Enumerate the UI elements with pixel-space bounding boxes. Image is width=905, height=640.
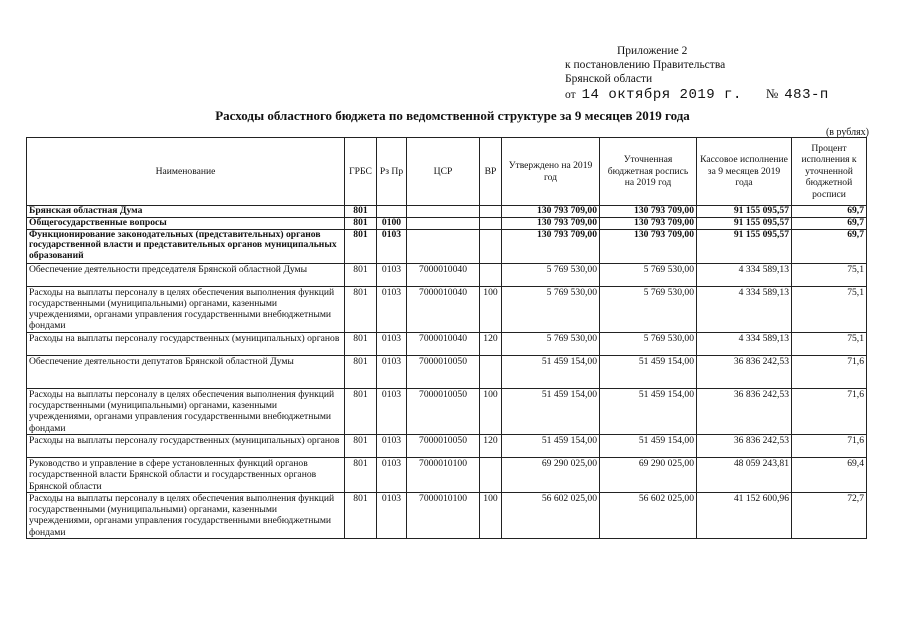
cell-percent: 75,1 bbox=[792, 332, 867, 355]
cell-cash: 41 152 600,96 bbox=[697, 492, 792, 538]
cell-cash: 36 836 242,53 bbox=[697, 388, 792, 434]
header-name: Наименование bbox=[27, 138, 345, 206]
document-title: Расходы областного бюджета по ведомственной структуре за 9 месяцев 2019 года bbox=[215, 108, 690, 123]
cell-percent: 75,1 bbox=[792, 263, 867, 286]
header-approved: Утверждено на 2019 год bbox=[502, 138, 600, 206]
cell-grbs: 801 bbox=[345, 355, 377, 388]
cell-cash: 48 059 243,81 bbox=[697, 457, 792, 492]
cell-approved: 51 459 154,00 bbox=[502, 434, 600, 457]
table-row bbox=[27, 206, 867, 218]
header-rzpr: Рз Пр bbox=[377, 138, 407, 206]
cell-rzpr: 0103 bbox=[377, 332, 407, 355]
table-row bbox=[27, 229, 867, 263]
cell-grbs: 801 bbox=[345, 229, 377, 263]
cell-refined: 130 793 709,00 bbox=[600, 229, 697, 263]
cell-csr: 7000010100 bbox=[407, 492, 480, 538]
cell-name: Обеспечение деятельности председателя Брянской областной Думы bbox=[27, 263, 345, 286]
cell-approved: 130 793 709,00 bbox=[502, 206, 600, 218]
cell-approved: 5 769 530,00 bbox=[502, 263, 600, 286]
cell-name: Брянская областная Дума bbox=[27, 206, 345, 218]
cell-vr bbox=[480, 263, 502, 286]
cell-vr bbox=[480, 355, 502, 388]
cell-grbs: 801 bbox=[345, 492, 377, 538]
cell-vr: 100 bbox=[480, 286, 502, 332]
cell-grbs: 801 bbox=[345, 434, 377, 457]
cell-csr: 7000010050 bbox=[407, 388, 480, 434]
table-body bbox=[27, 206, 867, 539]
cell-approved: 5 769 530,00 bbox=[502, 286, 600, 332]
cell-refined: 5 769 530,00 bbox=[600, 263, 697, 286]
cell-csr: 7000010100 bbox=[407, 457, 480, 492]
cell-refined: 130 793 709,00 bbox=[600, 217, 697, 229]
header-grbs: ГРБС bbox=[345, 138, 377, 206]
cell-rzpr: 0100 bbox=[377, 217, 407, 229]
cell-percent: 71,6 bbox=[792, 388, 867, 434]
table-row bbox=[27, 332, 867, 355]
cell-refined: 51 459 154,00 bbox=[600, 434, 697, 457]
cell-name: Руководство и управление в сфере установленных функций органов государственной власти Брянской области и государственных органов Брянской области bbox=[27, 457, 345, 492]
cell-rzpr: 0103 bbox=[377, 229, 407, 263]
cell-cash: 91 155 095,57 bbox=[697, 206, 792, 218]
cell-percent: 71,6 bbox=[792, 434, 867, 457]
cell-name: Расходы на выплаты персоналу в целях обеспечения выполнения функций государственными (муниципальными) органами, казенными учреждениями, органами управления государственными внебюджетными фондами bbox=[27, 388, 345, 434]
cell-grbs: 801 bbox=[345, 217, 377, 229]
cell-name: Расходы на выплаты персоналу государственных (муниципальных) органов bbox=[27, 332, 345, 355]
cell-vr bbox=[480, 217, 502, 229]
cell-rzpr: 0103 bbox=[377, 355, 407, 388]
cell-percent: 75,1 bbox=[792, 286, 867, 332]
cell-approved: 130 793 709,00 bbox=[502, 217, 600, 229]
budget-table bbox=[26, 137, 867, 539]
cell-rzpr: 0103 bbox=[377, 286, 407, 332]
header-cash: Кассовое исполнение за 9 месяцев 2019 года bbox=[697, 138, 792, 206]
table-row bbox=[27, 388, 867, 434]
cell-grbs: 801 bbox=[345, 332, 377, 355]
cell-vr bbox=[480, 206, 502, 218]
cell-rzpr: 0103 bbox=[377, 434, 407, 457]
cell-approved: 51 459 154,00 bbox=[502, 388, 600, 434]
cell-csr: 7000010040 bbox=[407, 332, 480, 355]
cell-percent: 69,7 bbox=[792, 217, 867, 229]
appendix-decree-line: к постановлению Правительства bbox=[565, 59, 726, 71]
table-row bbox=[27, 286, 867, 332]
date-prefix: от bbox=[565, 89, 576, 101]
cell-refined: 69 290 025,00 bbox=[600, 457, 697, 492]
decree-number: 483-п bbox=[784, 87, 829, 103]
cell-approved: 69 290 025,00 bbox=[502, 457, 600, 492]
table-header-row bbox=[27, 138, 867, 206]
cell-csr bbox=[407, 206, 480, 218]
appendix-block bbox=[565, 44, 829, 102]
cell-percent: 69,7 bbox=[792, 229, 867, 263]
table-row bbox=[27, 434, 867, 457]
cell-refined: 130 793 709,00 bbox=[600, 206, 697, 218]
header-vr: ВР bbox=[480, 138, 502, 206]
cell-grbs: 801 bbox=[345, 206, 377, 218]
cell-cash: 36 836 242,53 bbox=[697, 434, 792, 457]
table-row bbox=[27, 263, 867, 286]
cell-name: Общегосударственные вопросы bbox=[27, 217, 345, 229]
cell-vr: 100 bbox=[480, 388, 502, 434]
cell-grbs: 801 bbox=[345, 263, 377, 286]
cell-rzpr: 0103 bbox=[377, 492, 407, 538]
cell-vr bbox=[480, 457, 502, 492]
currency-unit: (в рублях) bbox=[825, 127, 869, 138]
cell-name: Расходы на выплаты персоналу государственных (муниципальных) органов bbox=[27, 434, 345, 457]
cell-approved: 130 793 709,00 bbox=[502, 229, 600, 263]
number-sign: № bbox=[765, 86, 779, 101]
table-row bbox=[27, 457, 867, 492]
cell-percent: 69,4 bbox=[792, 457, 867, 492]
cell-cash: 91 155 095,57 bbox=[697, 217, 792, 229]
cell-name: Функционирование законодательных (представительных) органов государственной власти и представительных органов муниципальных образований bbox=[27, 229, 345, 263]
cell-rzpr bbox=[377, 206, 407, 218]
cell-csr bbox=[407, 229, 480, 263]
table-row bbox=[27, 492, 867, 538]
cell-csr: 7000010050 bbox=[407, 434, 480, 457]
cell-csr: 7000010040 bbox=[407, 286, 480, 332]
cell-name: Расходы на выплаты персоналу в целях обеспечения выполнения функций государственными (муниципальными) органами, казенными учреждениями, органами управления государственными внебюджетными фондами bbox=[27, 492, 345, 538]
cell-csr: 7000010050 bbox=[407, 355, 480, 388]
table-row bbox=[27, 217, 867, 229]
cell-grbs: 801 bbox=[345, 286, 377, 332]
cell-vr: 100 bbox=[480, 492, 502, 538]
cell-percent: 72,7 bbox=[792, 492, 867, 538]
cell-vr: 120 bbox=[480, 332, 502, 355]
cell-percent: 69,7 bbox=[792, 206, 867, 218]
cell-name: Обеспечение деятельности депутатов Брянской областной Думы bbox=[27, 355, 345, 388]
header-csr: ЦСР bbox=[407, 138, 480, 206]
cell-refined: 5 769 530,00 bbox=[600, 332, 697, 355]
cell-vr: 120 bbox=[480, 434, 502, 457]
cell-refined: 5 769 530,00 bbox=[600, 286, 697, 332]
header-percent: Процент исполнения к уточненной бюджетной росписи bbox=[792, 138, 867, 206]
cell-name: Расходы на выплаты персоналу в целях обеспечения выполнения функций государственными (муниципальными) органами, казенными учреждениями, органами управления государственными внебюджетными фондами bbox=[27, 286, 345, 332]
cell-rzpr: 0103 bbox=[377, 388, 407, 434]
cell-cash: 91 155 095,57 bbox=[697, 229, 792, 263]
cell-refined: 51 459 154,00 bbox=[600, 388, 697, 434]
cell-vr bbox=[480, 229, 502, 263]
cell-refined: 51 459 154,00 bbox=[600, 355, 697, 388]
cell-approved: 51 459 154,00 bbox=[502, 355, 600, 388]
cell-grbs: 801 bbox=[345, 388, 377, 434]
cell-cash: 36 836 242,53 bbox=[697, 355, 792, 388]
cell-approved: 5 769 530,00 bbox=[502, 332, 600, 355]
appendix-number: Приложение 2 bbox=[617, 45, 688, 57]
cell-cash: 4 334 589,13 bbox=[697, 332, 792, 355]
cell-approved: 56 602 025,00 bbox=[502, 492, 600, 538]
cell-cash: 4 334 589,13 bbox=[697, 286, 792, 332]
cell-csr bbox=[407, 217, 480, 229]
cell-rzpr: 0103 bbox=[377, 457, 407, 492]
cell-grbs: 801 bbox=[345, 457, 377, 492]
cell-cash: 4 334 589,13 bbox=[697, 263, 792, 286]
decree-date-number bbox=[565, 87, 829, 102]
cell-refined: 56 602 025,00 bbox=[600, 492, 697, 538]
cell-rzpr: 0103 bbox=[377, 263, 407, 286]
table-row bbox=[27, 355, 867, 388]
header-refined: Уточненная бюджетная роспись на 2019 год bbox=[600, 138, 697, 206]
appendix-region-line: Брянской области bbox=[565, 73, 653, 85]
cell-csr: 7000010040 bbox=[407, 263, 480, 286]
decree-date: 14 октября 2019 г. bbox=[581, 87, 742, 103]
cell-percent: 71,6 bbox=[792, 355, 867, 388]
